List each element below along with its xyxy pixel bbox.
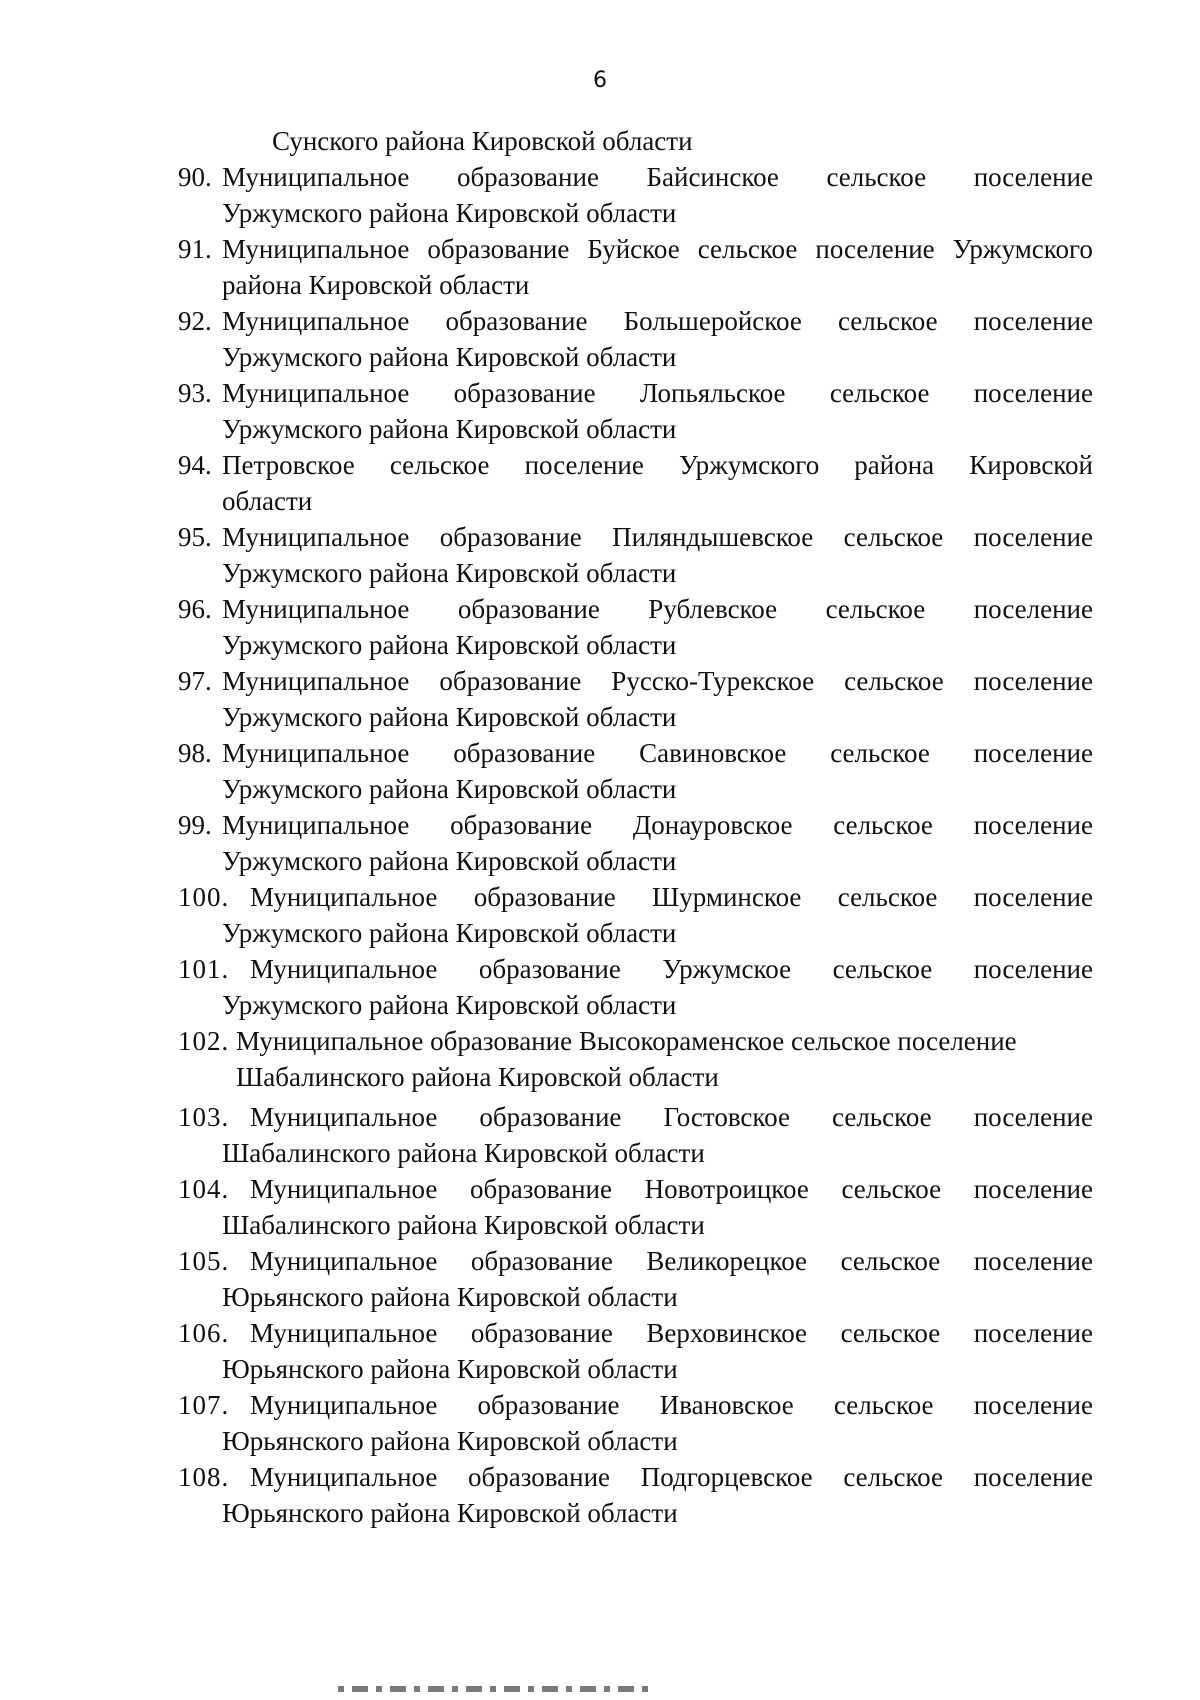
item-first-line (222, 159, 1093, 195)
item-first-line (250, 1387, 1093, 1423)
list-item (0, 951, 1200, 1023)
item-word: поселение (973, 594, 1093, 624)
item-number: 104. (178, 1174, 230, 1204)
item-number: 94. (178, 450, 212, 480)
item-number: 96. (178, 594, 212, 624)
item-word: образование (470, 1246, 613, 1276)
item-word: Муниципальное (250, 1390, 438, 1420)
item-first-line (250, 1099, 1093, 1135)
item-word: Муниципальное (250, 954, 438, 984)
item-word: поселение (973, 738, 1093, 768)
item-first-line (222, 375, 1093, 411)
item-word: поселение (973, 810, 1093, 840)
item-second-line: Уржумского района Кировской области (222, 630, 677, 660)
item-number: 95. (178, 522, 212, 552)
list-item (0, 807, 1200, 879)
item-word: сельское (843, 522, 944, 552)
item-word: сельское (389, 450, 490, 480)
list-item (0, 1171, 1200, 1243)
item-number: 106. (178, 1318, 230, 1348)
list-item (0, 1387, 1200, 1459)
item-word: сельское (832, 1102, 932, 1132)
item-word: сельское (837, 882, 938, 912)
item-word: поселение (973, 162, 1093, 192)
item-word: образование (477, 1390, 620, 1420)
item-second-line: Уржумского района Кировской области (222, 774, 677, 804)
item-word: района (854, 450, 935, 480)
item-word: поселение (815, 234, 935, 264)
item-word: сельское (840, 1246, 941, 1276)
item-first-line (222, 735, 1093, 771)
item-word: Муниципальное (222, 738, 410, 768)
item-word: Уржумского (952, 234, 1093, 264)
item-word: образование (478, 954, 621, 984)
item-word: Подгорцевское (640, 1462, 813, 1492)
item-word: Муниципальное (222, 666, 410, 696)
item-second-line: Уржумского района Кировской области (222, 918, 677, 948)
item-number: 108. (178, 1462, 230, 1492)
item-word: поселение (973, 666, 1093, 696)
item-word: образование (457, 594, 600, 624)
item-word: образование (456, 162, 599, 192)
item-second-line: Уржумского района Кировской области (222, 846, 677, 876)
item-second-line: Юрьянского района Кировской области (222, 1498, 678, 1528)
item-number: 90. (178, 162, 212, 192)
scan-footer-artifact (338, 1686, 648, 1692)
item-word: Пиляндышевское (612, 522, 814, 552)
item-first-line (250, 951, 1093, 987)
item-word: сельское (840, 1318, 941, 1348)
item-word: образование (470, 1318, 613, 1348)
item-second-line: Шабалинского района Кировской области (222, 1138, 705, 1168)
item-word: Муниципальное (222, 378, 410, 408)
item-second-line: района Кировской области (222, 270, 530, 300)
item-word: образование (427, 234, 570, 264)
item-word: поселение (973, 1246, 1093, 1276)
item-word: Верховинское (646, 1318, 808, 1348)
item-word: Муниципальное (222, 234, 410, 264)
item-second-line: Уржумского района Кировской области (222, 198, 677, 228)
item-number: 98. (178, 738, 212, 768)
list-item (0, 1315, 1200, 1387)
item-word: образование (479, 1102, 622, 1132)
item-word: Муниципальное (222, 594, 410, 624)
item-second-line: Уржумского района Кировской области (222, 990, 677, 1020)
item-word: Петровское (222, 450, 355, 480)
item-second-line: Юрьянского района Кировской области (222, 1426, 678, 1456)
item-word: образование (473, 882, 616, 912)
item-second-line: Уржумского района Кировской области (222, 414, 677, 444)
item-second-line: Уржумского района Кировской области (222, 342, 677, 372)
item-word: поселение (973, 1318, 1093, 1348)
item-word: Буйское (587, 234, 680, 264)
list-item (0, 519, 1200, 591)
item-word: поселение (973, 1462, 1093, 1492)
item-first-line (222, 807, 1093, 843)
item-word: Муниципальное (222, 306, 410, 336)
item-word: сельское (843, 1462, 943, 1492)
item-word: сельское (830, 738, 930, 768)
item-word: сельское (841, 1174, 942, 1204)
item-number: 102. (178, 1026, 230, 1056)
item-word: поселение (524, 450, 644, 480)
item-word: сельское (833, 810, 933, 840)
item-word: сельское (825, 594, 926, 624)
item-first-line (236, 1023, 1017, 1059)
item-word: Донауровское (632, 810, 793, 840)
item-word: Кировской (969, 450, 1093, 480)
item-word: Великорецкое (646, 1246, 808, 1276)
item-word: образование (439, 522, 582, 552)
item-second-line: Юрьянского района Кировской области (222, 1354, 678, 1384)
item-number: 91. (178, 234, 212, 264)
item-word: образование (468, 1462, 611, 1492)
item-word: Русско-Турекское (611, 666, 815, 696)
item-word: Муниципальное (250, 1174, 438, 1204)
item-word: Байсинское (646, 162, 779, 192)
item-word: поселение (973, 1102, 1093, 1132)
item-first-line (222, 663, 1093, 699)
item-word: поселение (973, 954, 1093, 984)
item-word: сельское (697, 234, 798, 264)
item-number: 107. (178, 1390, 230, 1420)
item-first-line (250, 1315, 1093, 1351)
item-word: поселение (973, 522, 1093, 552)
item-number: 100. (178, 882, 230, 912)
list-item (0, 735, 1200, 807)
item-first-line (250, 1459, 1093, 1495)
list-item (0, 447, 1200, 519)
item-word: образование (439, 666, 582, 696)
item-word: Муниципальное (250, 1462, 438, 1492)
item-word: Савиновское (639, 738, 787, 768)
item-first-line (250, 1171, 1093, 1207)
item-number: 101. (178, 954, 230, 984)
item-word: образование (453, 738, 596, 768)
item-word: сельское (833, 1390, 934, 1420)
item-first-line (250, 879, 1093, 915)
item-second-line: Юрьянского района Кировской области (222, 1282, 678, 1312)
item-word: Муниципальное (250, 882, 438, 912)
item-word: Муниципальное образование Высокораменское сельское поселение (236, 1026, 1017, 1056)
list-item (0, 879, 1200, 951)
item-word: поселение (973, 1390, 1093, 1420)
item-word: Муниципальное (250, 1318, 438, 1348)
item-word: образование (469, 1174, 612, 1204)
item-word: Рублевское (648, 594, 778, 624)
item-word: поселение (973, 1174, 1093, 1204)
item-word: образование (450, 810, 593, 840)
item-word: поселение (973, 306, 1093, 336)
item-word: Гостовское (663, 1102, 790, 1132)
item-word: Муниципальное (222, 162, 410, 192)
item-first-line (222, 447, 1093, 483)
item-first-line (250, 1243, 1093, 1279)
item-number: 97. (178, 666, 212, 696)
item-second-line: области (222, 486, 313, 516)
item-word: Лопьяльское (639, 378, 786, 408)
item-word: поселение (973, 378, 1093, 408)
item-second-line: Уржумского района Кировской области (222, 558, 677, 588)
item-word: Муниципальное (250, 1246, 438, 1276)
item-number: 92. (178, 306, 212, 336)
item-word: Большеройское (623, 306, 802, 336)
item-word: сельское (844, 666, 944, 696)
item-number: 99. (178, 810, 212, 840)
page-number: 6 (593, 68, 607, 93)
item-first-line (222, 591, 1093, 627)
item-second-line: Шабалинского района Кировской области (236, 1062, 719, 1092)
list-item (0, 375, 1200, 447)
item-word: образование (445, 306, 588, 336)
item-number: 105. (178, 1246, 230, 1276)
list-item (0, 159, 1200, 231)
list-item (0, 1243, 1200, 1315)
item-second-line: Шабалинского района Кировской области (222, 1210, 705, 1240)
item-word: образование (453, 378, 596, 408)
item-word: Уржумского (678, 450, 820, 480)
list-item (0, 1099, 1200, 1171)
list-item (0, 303, 1200, 375)
item-word: Уржумское (662, 954, 792, 984)
list-item (0, 591, 1200, 663)
item-first-line (222, 303, 1093, 339)
list-item (0, 231, 1200, 303)
item-word: поселение (973, 882, 1093, 912)
item-word: Новотроицкое (644, 1174, 809, 1204)
item-number: 103. (178, 1102, 230, 1132)
settlement-list (0, 159, 1200, 1531)
list-item (0, 1459, 1200, 1531)
item-word: сельское (837, 306, 938, 336)
item-first-line (222, 519, 1093, 555)
item-number: 93. (178, 378, 212, 408)
item-word: сельское (826, 162, 927, 192)
list-item (0, 1023, 1200, 1099)
continuation-line: Сунского района Кировской области (272, 126, 693, 156)
item-word: Муниципальное (222, 522, 410, 552)
item-first-line (222, 231, 1093, 267)
item-word: сельское (829, 378, 930, 408)
item-word: Шурминское (652, 882, 802, 912)
item-word: Муниципальное (250, 1102, 438, 1132)
list-item (0, 663, 1200, 735)
item-word: сельское (832, 954, 933, 984)
item-word: Муниципальное (222, 810, 410, 840)
item-word: Ивановское (659, 1390, 794, 1420)
item-second-line: Уржумского района Кировской области (222, 702, 677, 732)
